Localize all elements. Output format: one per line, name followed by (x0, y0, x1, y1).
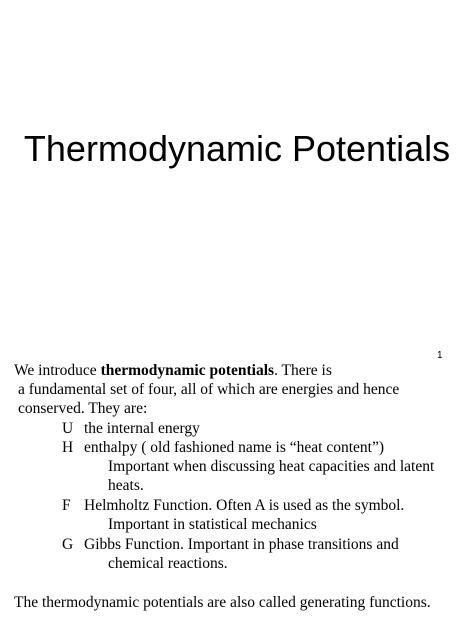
intro-line-2: a fundamental set of four, all of which are energies and hence (18, 381, 400, 398)
intro-bold-term: thermodynamic potentials (100, 362, 275, 379)
potential-symbol: H (62, 439, 74, 456)
potential-detail: heats. (108, 477, 144, 494)
potential-symbol: G (62, 536, 74, 553)
potential-detail: Important in statistical mechanics (108, 516, 317, 533)
potential-description: Gibbs Function. Important in phase transitions and (84, 536, 399, 553)
intro-line-3: conserved. They are: (18, 400, 148, 417)
intro-line (14, 361, 332, 380)
intro-text-before: We introduce (14, 362, 101, 379)
potential-detail: Important when discussing heat capacities and latent (108, 458, 435, 475)
potential-u (62, 419, 200, 438)
potential-g (62, 535, 399, 554)
potential-f (62, 496, 404, 515)
closing-line: The thermodynamic potentials are also called generating functions. (14, 594, 431, 611)
potential-symbol: F (62, 497, 71, 514)
potential-description: enthalpy ( old fashioned name is “heat content”) (84, 439, 384, 456)
page-number: 1 (437, 350, 443, 361)
potential-detail: chemical reactions. (108, 555, 228, 572)
potential-h (62, 438, 384, 457)
potential-description: Helmholtz Function. Often A is used as the symbol. (84, 497, 405, 514)
intro-text-after: . There is (274, 362, 332, 379)
potential-symbol: U (62, 420, 74, 437)
potential-description: the internal energy (84, 420, 200, 437)
slide-title: Thermodynamic Potentials (23, 128, 451, 169)
